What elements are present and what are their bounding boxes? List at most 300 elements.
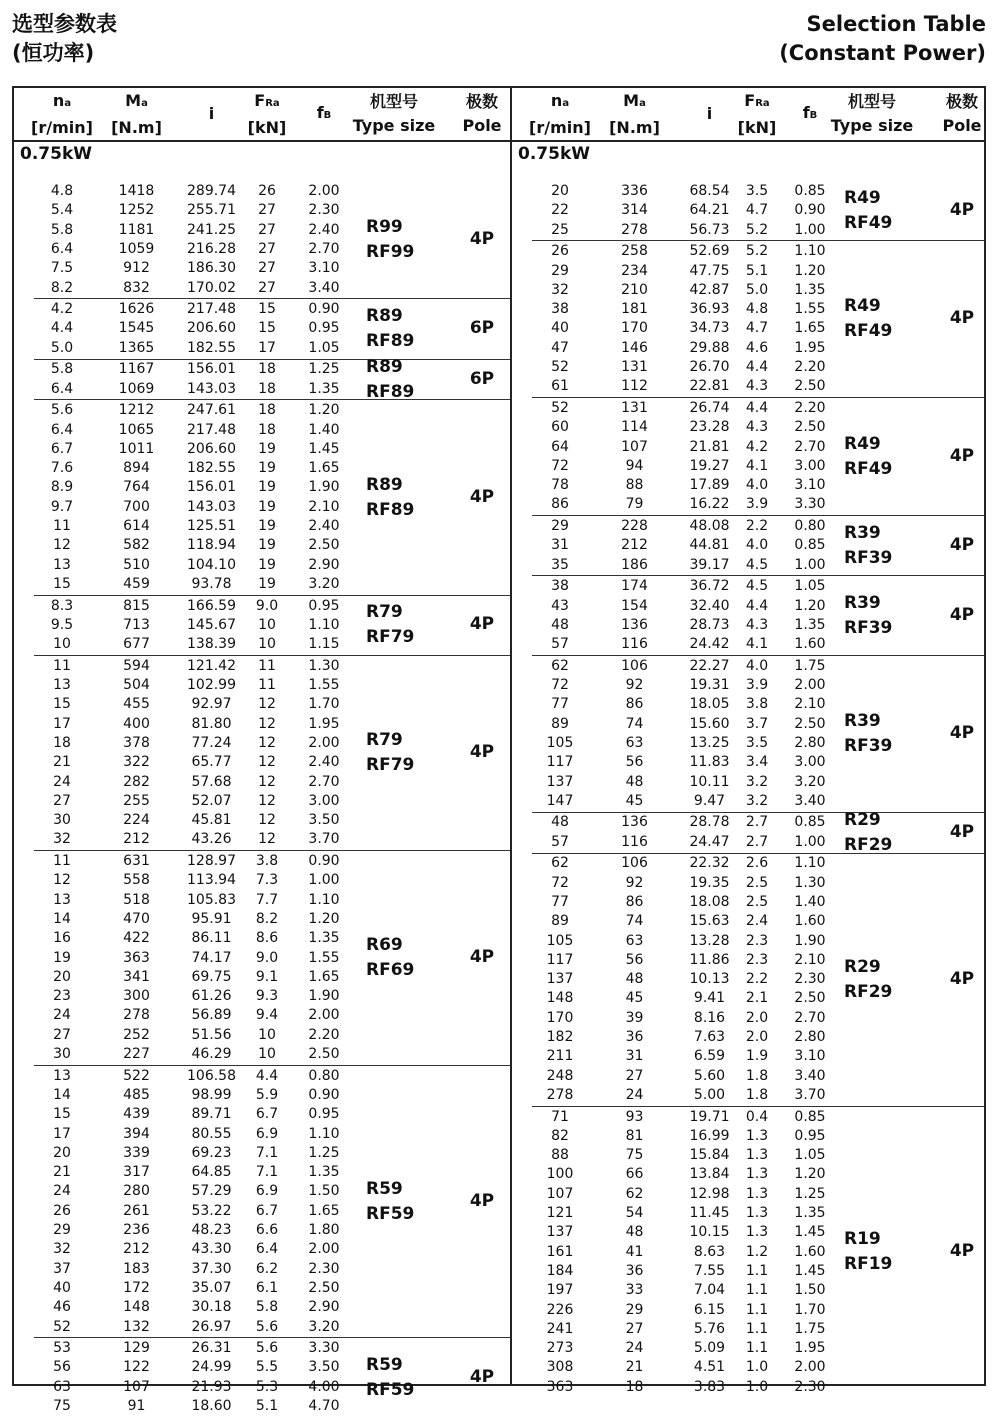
- cell-fra: 11: [258, 657, 276, 674]
- cell-ratio: 21.81: [689, 438, 730, 455]
- type-size-r: R69: [366, 935, 403, 956]
- cell-fra: 3.4: [745, 754, 769, 771]
- cell-fb: 2.90: [308, 1299, 340, 1316]
- table-row: [14, 753, 510, 772]
- type-size-rf: RF59: [366, 1203, 415, 1224]
- cell-fb: 1.50: [794, 1282, 826, 1299]
- type-size-label: [366, 304, 414, 354]
- cell-ratio: 3.83: [693, 1378, 726, 1395]
- cell-na: 89: [551, 913, 569, 930]
- cell-ratio: 156.01: [187, 361, 236, 378]
- cell-fra: 1.3: [745, 1185, 769, 1202]
- cell-fb: 2.20: [794, 399, 826, 416]
- table-row: [512, 1223, 984, 1242]
- cell-na: 27: [53, 792, 71, 809]
- cell-na: 20: [53, 1144, 71, 1161]
- cell-na: 16: [53, 930, 71, 947]
- type-size-rf: RF89: [366, 381, 415, 402]
- cell-fb: 3.40: [308, 279, 340, 296]
- cell-ma: 252: [123, 1026, 150, 1043]
- cell-ma: 181: [621, 301, 648, 318]
- type-size-r: R29: [844, 809, 881, 830]
- cell-na: 14: [53, 1086, 71, 1103]
- cell-na: 11: [53, 853, 71, 869]
- header-ratio-letter: i: [706, 104, 713, 123]
- cell-fra: 19: [258, 537, 276, 554]
- header-ma-letter: M: [623, 90, 640, 110]
- header-na: [32, 88, 92, 140]
- cell-na: 8.9: [50, 479, 74, 496]
- header-fb-letter: f: [802, 102, 810, 122]
- header-pole-cn: 极数: [945, 92, 978, 111]
- cell-ma: 300: [123, 988, 150, 1005]
- cell-fb: 2.20: [794, 359, 826, 375]
- cell-na: 72: [551, 677, 569, 693]
- cell-fb: 3.20: [308, 1318, 340, 1335]
- cell-ratio: 48.08: [689, 518, 730, 534]
- header-type-size-cn: 机型号: [369, 92, 418, 111]
- table-row: [512, 1146, 984, 1165]
- cell-fb: 2.00: [308, 183, 340, 199]
- cell-ma: 36: [625, 1262, 644, 1279]
- cell-ratio: 5.09: [693, 1340, 726, 1357]
- cell-ratio: 106.58: [187, 1067, 236, 1084]
- table-row: [14, 871, 510, 890]
- cell-na: 60: [551, 419, 569, 436]
- table-row: [14, 1067, 510, 1086]
- table-row: [14, 1163, 510, 1182]
- cell-na: 9.7: [50, 498, 74, 515]
- cell-fra: 1.1: [745, 1320, 769, 1337]
- cell-ma: 1365: [118, 339, 155, 356]
- cell-fra: 12: [258, 812, 276, 829]
- cell-fra: 1.1: [745, 1301, 769, 1318]
- cell-fb: 1.55: [308, 949, 340, 966]
- cell-fra: 19: [258, 556, 276, 573]
- cell-ratio: 24.42: [689, 636, 730, 653]
- type-size-label: [844, 808, 892, 858]
- table-row: [14, 300, 510, 319]
- cell-fb: 2.30: [308, 202, 340, 219]
- cell-ratio: 255.71: [187, 202, 236, 219]
- header-fra-symbol: [254, 89, 279, 116]
- cell-na: 52: [551, 399, 569, 416]
- cell-fra: 1.3: [745, 1147, 769, 1164]
- cell-fb: 1.05: [794, 578, 826, 595]
- cell-fb: 1.35: [308, 1164, 340, 1181]
- cell-ma: 631: [123, 853, 150, 869]
- cell-na: 29: [53, 1222, 71, 1238]
- table-row: [512, 242, 984, 261]
- cell-ma: 27: [625, 1320, 644, 1337]
- cell-na: 4.2: [50, 301, 74, 318]
- cell-fra: 4.7: [745, 320, 769, 337]
- pole-label: 4P: [949, 445, 975, 466]
- cell-na: 4.4: [50, 320, 74, 337]
- cell-ma: 93: [625, 1108, 644, 1125]
- cell-ma: 81: [625, 1127, 644, 1144]
- cell-ma: 116: [621, 833, 648, 850]
- cell-ratio: 166.59: [187, 597, 236, 614]
- header-na: [530, 88, 590, 140]
- header-na-letter: n: [52, 90, 65, 110]
- cell-fb: 1.25: [794, 1185, 826, 1202]
- cell-ma: 224: [123, 812, 150, 829]
- cell-fra: 6.9: [255, 1125, 279, 1142]
- cell-na: 6.7: [50, 440, 74, 457]
- cell-na: 43: [551, 597, 569, 614]
- cell-ratio: 16.99: [689, 1127, 730, 1144]
- header-na-unit: [r/min]: [529, 117, 591, 137]
- cell-ma: 129: [123, 1340, 150, 1357]
- cell-fra: 11: [258, 677, 276, 693]
- cell-ma: 136: [621, 814, 648, 831]
- cell-fb: 1.90: [794, 932, 826, 949]
- cell-na: 121: [546, 1205, 574, 1221]
- cell-ma: 439: [123, 1106, 150, 1123]
- cell-fb: 1.25: [308, 1144, 340, 1161]
- cell-ma: 341: [123, 968, 150, 985]
- cell-ratio: 36.72: [689, 578, 730, 595]
- cell-fra: 1.9: [745, 1048, 769, 1065]
- cell-ratio: 13.28: [689, 932, 730, 949]
- cell-fra: 9.0: [255, 949, 279, 966]
- table-row: [14, 1086, 510, 1105]
- table-row: [512, 833, 984, 852]
- table-row: [512, 1127, 984, 1146]
- table-row: [512, 989, 984, 1008]
- table-header: [14, 88, 510, 142]
- table-row: [512, 556, 984, 575]
- cell-na: 100: [546, 1166, 574, 1183]
- header-fb-symbol: [803, 101, 818, 128]
- cell-fb: 1.95: [308, 715, 340, 732]
- cell-fb: 3.40: [794, 792, 826, 809]
- pole-label: 4P: [469, 228, 495, 249]
- cell-na: 105: [546, 734, 574, 751]
- cell-fra: 6.1: [255, 1279, 279, 1296]
- cell-ma: 88: [625, 477, 644, 494]
- cell-na: 27: [53, 1026, 71, 1043]
- cell-ratio: 15.60: [689, 715, 730, 732]
- cell-na: 8.3: [50, 597, 74, 614]
- cell-fra: 1.8: [745, 1086, 769, 1103]
- table-row: [512, 221, 984, 240]
- cell-na: 5.8: [50, 361, 74, 378]
- table-row: [512, 536, 984, 555]
- type-size-r: R39: [844, 522, 881, 543]
- cell-ratio: 23.28: [689, 419, 730, 436]
- cell-fb: 1.05: [794, 1147, 826, 1164]
- cell-na: 62: [551, 855, 569, 872]
- cell-ratio: 22.81: [689, 378, 730, 395]
- cell-fb: 1.65: [308, 1202, 340, 1219]
- table-row: [14, 1260, 510, 1279]
- cell-ratio: 22.27: [689, 657, 730, 674]
- cell-fra: 12: [258, 754, 276, 771]
- cell-ma: 234: [621, 262, 648, 279]
- table-row: [14, 734, 510, 753]
- cell-ratio: 57.29: [191, 1183, 232, 1200]
- cell-ma: 815: [123, 597, 150, 614]
- cell-ratio: 11.86: [689, 951, 730, 968]
- table-row: [512, 1204, 984, 1223]
- cell-fra: 3.9: [745, 677, 769, 693]
- header-fb-symbol: [317, 101, 332, 128]
- cell-fra: 8.2: [255, 910, 279, 927]
- cell-fb: 3.70: [308, 831, 340, 848]
- cell-fb: 4.00: [308, 1378, 340, 1395]
- cell-fb: 1.55: [308, 677, 340, 693]
- table-row: [512, 932, 984, 951]
- header-fra-subscript: Ra: [755, 97, 770, 109]
- cell-fb: 1.10: [308, 1125, 340, 1142]
- table-row: [14, 1105, 510, 1124]
- cell-ma: 92: [625, 677, 644, 693]
- cell-fra: 4.1: [745, 457, 769, 474]
- cell-na: 35: [551, 556, 569, 573]
- cell-ratio: 26.70: [689, 359, 730, 375]
- cell-fra: 5.6: [255, 1318, 279, 1335]
- cell-fb: 2.50: [308, 1046, 340, 1062]
- table-row: [14, 1006, 510, 1025]
- cell-fb: 0.95: [308, 1106, 340, 1123]
- cell-fb: 3.00: [308, 792, 340, 809]
- table-row: [14, 695, 510, 714]
- pole-label: 4P: [469, 742, 495, 763]
- cell-ma: 894: [123, 460, 150, 477]
- cell-na: 226: [546, 1301, 574, 1318]
- cell-ratio: 113.94: [187, 872, 236, 889]
- cell-fra: 4.4: [745, 597, 769, 614]
- cell-ratio: 217.48: [187, 301, 236, 318]
- type-size-rf: RF69: [366, 960, 415, 981]
- cell-fb: 1.75: [794, 657, 826, 674]
- cell-fra: 4.0: [745, 657, 769, 674]
- cell-fb: 2.00: [308, 734, 340, 751]
- table-row: [14, 517, 510, 536]
- type-size-rf: RF59: [366, 1379, 415, 1400]
- cell-ratio: 206.60: [187, 320, 236, 337]
- header-na-unit: [r/min]: [31, 117, 93, 137]
- table-row: [14, 459, 510, 478]
- cell-ratio: 104.10: [187, 556, 236, 573]
- cell-ma: 48: [625, 1224, 644, 1241]
- cell-ratio: 42.87: [689, 281, 730, 298]
- cell-fb: 2.00: [794, 1359, 826, 1376]
- type-size-r: R99: [366, 216, 403, 237]
- header-ma-letter: M: [125, 90, 142, 110]
- cell-ratio: 64.21: [689, 202, 730, 219]
- cell-na: 61: [551, 378, 569, 395]
- type-size-label: [844, 521, 892, 571]
- cell-ma: 36: [625, 1029, 644, 1045]
- cell-fb: 3.20: [308, 575, 340, 592]
- cell-ma: 131: [621, 359, 648, 375]
- type-size-label: [366, 600, 414, 650]
- cell-fb: 2.50: [794, 990, 826, 1007]
- cell-ratio: 7.04: [693, 1282, 726, 1299]
- cell-na: 147: [546, 792, 574, 809]
- cell-fra: 19: [258, 498, 276, 515]
- cell-ma: 41: [625, 1243, 644, 1260]
- table-row: [14, 319, 510, 338]
- cell-ratio: 8.63: [693, 1243, 726, 1260]
- cell-fra: 10: [258, 616, 276, 633]
- cell-ratio: 217.48: [187, 421, 236, 438]
- cell-ma: 92: [625, 874, 644, 891]
- table-row: [512, 854, 984, 873]
- cell-ma: 174: [621, 578, 648, 595]
- table-row: [14, 279, 510, 298]
- cell-fb: 4.70: [308, 1398, 340, 1414]
- cell-na: 21: [53, 754, 71, 771]
- header-fra-letter: F: [744, 90, 756, 110]
- type-size-rf: RF29: [844, 981, 893, 1002]
- cell-fb: 3.10: [794, 477, 826, 494]
- cell-ma: 261: [123, 1202, 150, 1219]
- cell-fra: 4.5: [745, 578, 769, 595]
- cell-fra: 8.6: [255, 930, 279, 947]
- title-cn: [12, 10, 117, 68]
- cell-na: 9.5: [50, 616, 74, 633]
- table-row: [512, 1243, 984, 1262]
- table-row: [512, 597, 984, 616]
- selection-table: [12, 86, 986, 1414]
- cell-fb: 1.30: [308, 657, 340, 674]
- cell-na: 21: [53, 1164, 71, 1181]
- cell-ratio: 43.30: [191, 1241, 232, 1258]
- cell-fra: 19: [258, 440, 276, 457]
- cell-ma: 582: [123, 537, 150, 554]
- pole-label: 4P: [469, 614, 495, 635]
- cell-ratio: 32.40: [689, 597, 730, 614]
- cell-fra: 12: [258, 792, 276, 809]
- cell-fb: 3.40: [794, 1067, 826, 1084]
- cell-fb: 1.45: [794, 1262, 826, 1279]
- cell-ma: 48: [625, 971, 644, 988]
- cell-na: 137: [546, 773, 574, 790]
- cell-fb: 2.30: [308, 1260, 340, 1277]
- cell-ma: 677: [123, 636, 150, 653]
- cell-ma: 91: [127, 1398, 146, 1414]
- cell-fra: 9.1: [255, 968, 279, 985]
- cell-ma: 378: [123, 734, 150, 751]
- cell-ma: 280: [123, 1183, 150, 1200]
- cell-fra: 4.4: [745, 359, 769, 375]
- table-row: [512, 715, 984, 734]
- cell-ratio: 19.71: [689, 1108, 730, 1125]
- cell-ratio: 39.17: [689, 556, 730, 573]
- pole-label: 4P: [949, 968, 975, 989]
- cell-na: 23: [53, 988, 71, 1005]
- cell-na: 88: [551, 1147, 569, 1164]
- table-row: [14, 182, 510, 201]
- cell-fb: 1.35: [794, 616, 826, 633]
- table-row: [512, 377, 984, 396]
- cell-na: 161: [546, 1243, 574, 1260]
- cell-fb: 1.45: [308, 440, 340, 457]
- cell-ratio: 37.30: [191, 1260, 232, 1277]
- cell-na: 105: [546, 932, 574, 949]
- cell-na: 40: [551, 320, 569, 337]
- cell-fra: 12: [258, 831, 276, 848]
- table-row: [512, 438, 984, 457]
- cell-fra: 12: [258, 715, 276, 732]
- table-row: [512, 418, 984, 437]
- cell-fb: 0.85: [794, 1108, 826, 1125]
- table-row: [14, 1026, 510, 1045]
- cell-ratio: 74.17: [191, 949, 232, 966]
- table-row: [512, 1185, 984, 1204]
- type-size-label: [366, 1353, 414, 1403]
- cell-ratio: 247.61: [187, 402, 236, 419]
- cell-fb: 1.60: [794, 636, 826, 653]
- type-size-rf: RF49: [844, 212, 893, 233]
- cell-na: 77: [551, 696, 569, 713]
- cell-fra: 3.5: [745, 183, 769, 199]
- cell-na: 4.8: [50, 183, 74, 199]
- table-row: [14, 1397, 510, 1416]
- cell-ma: 27: [625, 1067, 644, 1084]
- cell-na: 63: [53, 1378, 71, 1395]
- type-size-rf: RF89: [366, 331, 415, 352]
- header-fra-unit: [kN]: [737, 117, 777, 137]
- type-size-rf: RF19: [844, 1254, 893, 1275]
- cell-na: 6.4: [50, 240, 74, 257]
- table-row: [512, 657, 984, 676]
- cell-ma: 106: [621, 855, 648, 872]
- header-type-size-en: Type size: [352, 116, 436, 135]
- cell-ma: 107: [621, 438, 648, 455]
- table-row: [512, 1165, 984, 1184]
- cell-fb: 2.80: [794, 1029, 826, 1045]
- cell-fb: 1.35: [794, 281, 826, 298]
- type-size-r: R89: [366, 356, 403, 377]
- cell-fb: 3.10: [794, 1048, 826, 1065]
- header-pole-en: Pole: [942, 116, 982, 135]
- cell-ratio: 36.93: [689, 301, 730, 318]
- cell-fb: 2.80: [794, 734, 826, 751]
- cell-fb: 2.20: [308, 1026, 340, 1043]
- cell-fb: 0.90: [794, 202, 826, 219]
- cell-ratio: 34.73: [689, 320, 730, 337]
- cell-na: 5.4: [50, 202, 74, 219]
- table-row: [14, 201, 510, 220]
- cell-na: 248: [546, 1067, 574, 1084]
- header-type-size: [344, 88, 444, 140]
- cell-fra: 1.1: [745, 1340, 769, 1357]
- cell-na: 7.5: [50, 260, 74, 277]
- cell-na: 197: [546, 1282, 574, 1299]
- cell-ma: 33: [625, 1282, 644, 1299]
- cell-ratio: 28.78: [689, 814, 730, 831]
- type-size-rf: RF49: [844, 321, 893, 342]
- cell-ma: 154: [621, 597, 648, 614]
- cell-na: 48: [551, 616, 569, 633]
- type-size-rf: RF79: [366, 627, 415, 648]
- cell-ratio: 98.99: [191, 1086, 232, 1103]
- table-row: [512, 874, 984, 893]
- pole-label: 6P: [469, 368, 495, 389]
- cell-ratio: 93.78: [191, 575, 232, 592]
- cell-ratio: 52.69: [689, 243, 730, 260]
- table-row: [512, 970, 984, 989]
- cell-fb: 2.40: [308, 754, 340, 771]
- cell-fra: 2.6: [745, 855, 769, 872]
- cell-ma: 131: [621, 399, 648, 416]
- cell-na: 46: [53, 1299, 71, 1316]
